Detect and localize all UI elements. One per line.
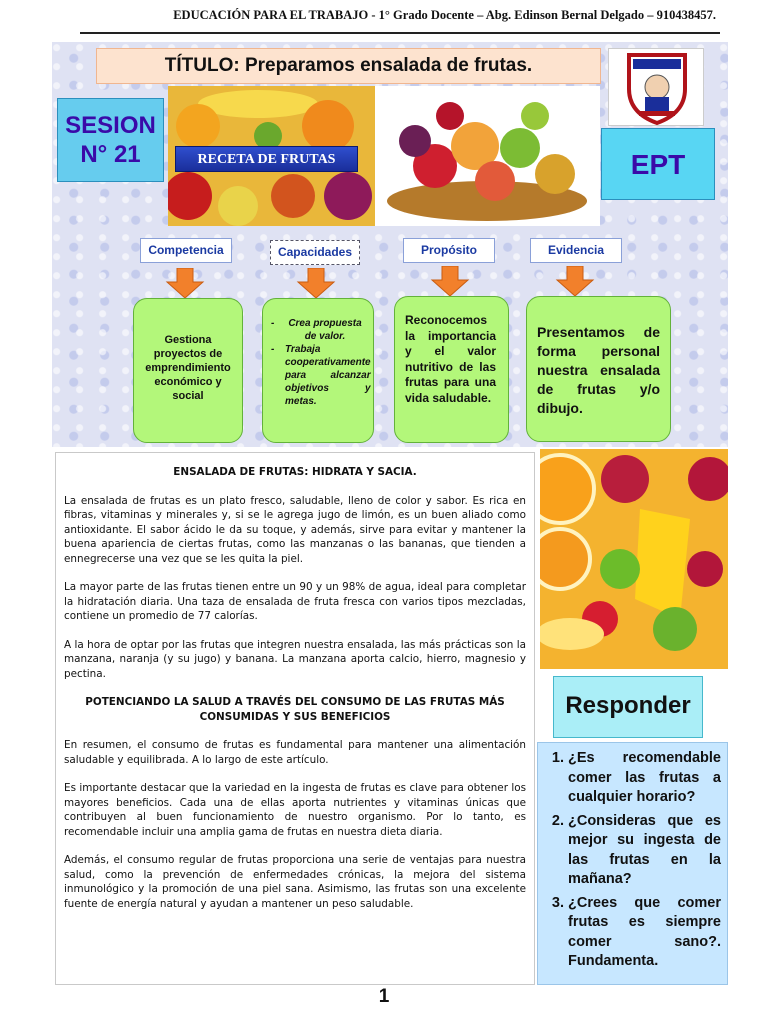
crest-icon <box>609 49 705 127</box>
article-paragraph: La ensalada de frutas es un plato fresco, saludable, lleno de color y sabor. Es rica en fibras, vitaminas y minerales y, si se le agrega jugo de limón, es un buen aliado como antioxidante. El sabor ácido le da su toque, y además, sirve para evitar y mantener la buena apariencia de ciertas frutas, como las manzanas o las bananas, que tienden a ennegrecerse una vez que se les quita la piel. <box>64 494 526 565</box>
capacidad-item: - Trabaja cooperativamente para alcanzar objetivos y metas. <box>271 344 371 407</box>
fruit-bowl-image <box>375 86 600 226</box>
article-text <box>55 452 535 985</box>
page-number: 1 <box>378 986 390 1007</box>
question-item: 1. ¿Es recomendable comer las frutas a cualquier horario? <box>568 749 721 808</box>
recipe-banner: RECETA DE FRUTAS <box>175 146 358 172</box>
label-evidencia: Evidencia <box>530 238 622 263</box>
capacidades-box <box>262 298 374 443</box>
page-header: EDUCACIÓN PARA EL TRABAJO - 1° Grado Docente – Abg. Edinson Bernal Delgado – 910438457. <box>173 8 716 22</box>
question-item: 2. ¿Consideras que es mejor su ingesta de las frutas en la mañana? <box>568 812 721 890</box>
fruit-salad-image <box>540 449 728 669</box>
article-paragraph: Además, el consumo regular de frutas proporciona una serie de ventajas para nuestra salud, como la prevención de enfermedades crónicas, la mejora del sistema inmunológico y la promoción de una piel sana. Asimismo, las frutas son una excelente fuente de energía natural y ayudan a mantener un peso saludable. <box>64 854 526 910</box>
proposito-box: Reconocemos la importancia y el valor nutritivo de las frutas para una vida saludable. <box>394 296 509 443</box>
responder-heading: Responder <box>553 676 703 738</box>
session-number: N° 21 <box>80 141 141 168</box>
article-paragraph: En resumen, el consumo de frutas es fundamental para mantener una alimentación saludable y equilibrada. A lo largo de este artículo. <box>64 739 526 766</box>
article-heading: ENSALADA DE FRUTAS: HIDRATA Y SACIA. <box>173 466 417 478</box>
page-title: TÍTULO: Preparamos ensalada de frutas. <box>96 48 601 84</box>
subject-box: EPT <box>601 128 715 200</box>
arrow-down-icon <box>296 268 336 298</box>
article-paragraph: A la hora de optar por las frutas que integren nuestra ensalada, las más prácticas son la manzana, naranja (y su jugo) y banana. La manzana aporta calcio, hierro, magnesio y pectina. <box>64 638 526 680</box>
header-divider <box>80 32 720 34</box>
question-item: 3. ¿Crees que comer frutas es siempre comer sano?. Fundamenta. <box>568 894 721 972</box>
capacidad-item: - Crea propuesta de valor. <box>271 318 362 342</box>
article-paragraph: Es importante destacar que la variedad en la ingesta de frutas es clave para obtener los mayores beneficios. Cada una de ellas aporta nutrientes y vitaminas únicas que contribuyen al buen funcionamiento de nuestro organismo. Por lo tanto, es recomendable incluir una amplia gama de frutas en nuestra dieta diaria. <box>64 782 526 838</box>
evidencia-box: Presentamos de forma personal nuestra ensalada de frutas y/o dibujo. <box>526 296 671 442</box>
session-box <box>57 98 164 182</box>
questions-list <box>544 749 721 972</box>
arrow-down-icon <box>555 266 595 296</box>
arrow-down-icon <box>430 266 470 296</box>
label-capacidades: Capacidades <box>270 240 360 265</box>
article-paragraph: La mayor parte de las frutas tienen entre un 90 y un 98% de agua, ideal para completar la hidratación diaria. Una taza de ensalada de fruta fresca con varios tipos mezcladas, contiene un promedio de 77 calorías. <box>64 581 526 622</box>
session-label: SESION <box>65 112 156 139</box>
article-subheading: POTENCIANDO LA SALUD A TRAVÉS DEL CONSUMO DE LAS FRUTAS MÁS CONSUMIDAS Y SUS BENEFICIOS <box>85 696 505 723</box>
label-proposito: Propósito <box>403 238 495 263</box>
school-logo <box>608 48 704 126</box>
label-competencia: Competencia <box>140 238 232 263</box>
arrow-down-icon <box>165 268 205 298</box>
competencia-box: Gestiona proyectos de emprendimiento económico y social <box>133 298 243 443</box>
questions-panel <box>537 742 728 985</box>
